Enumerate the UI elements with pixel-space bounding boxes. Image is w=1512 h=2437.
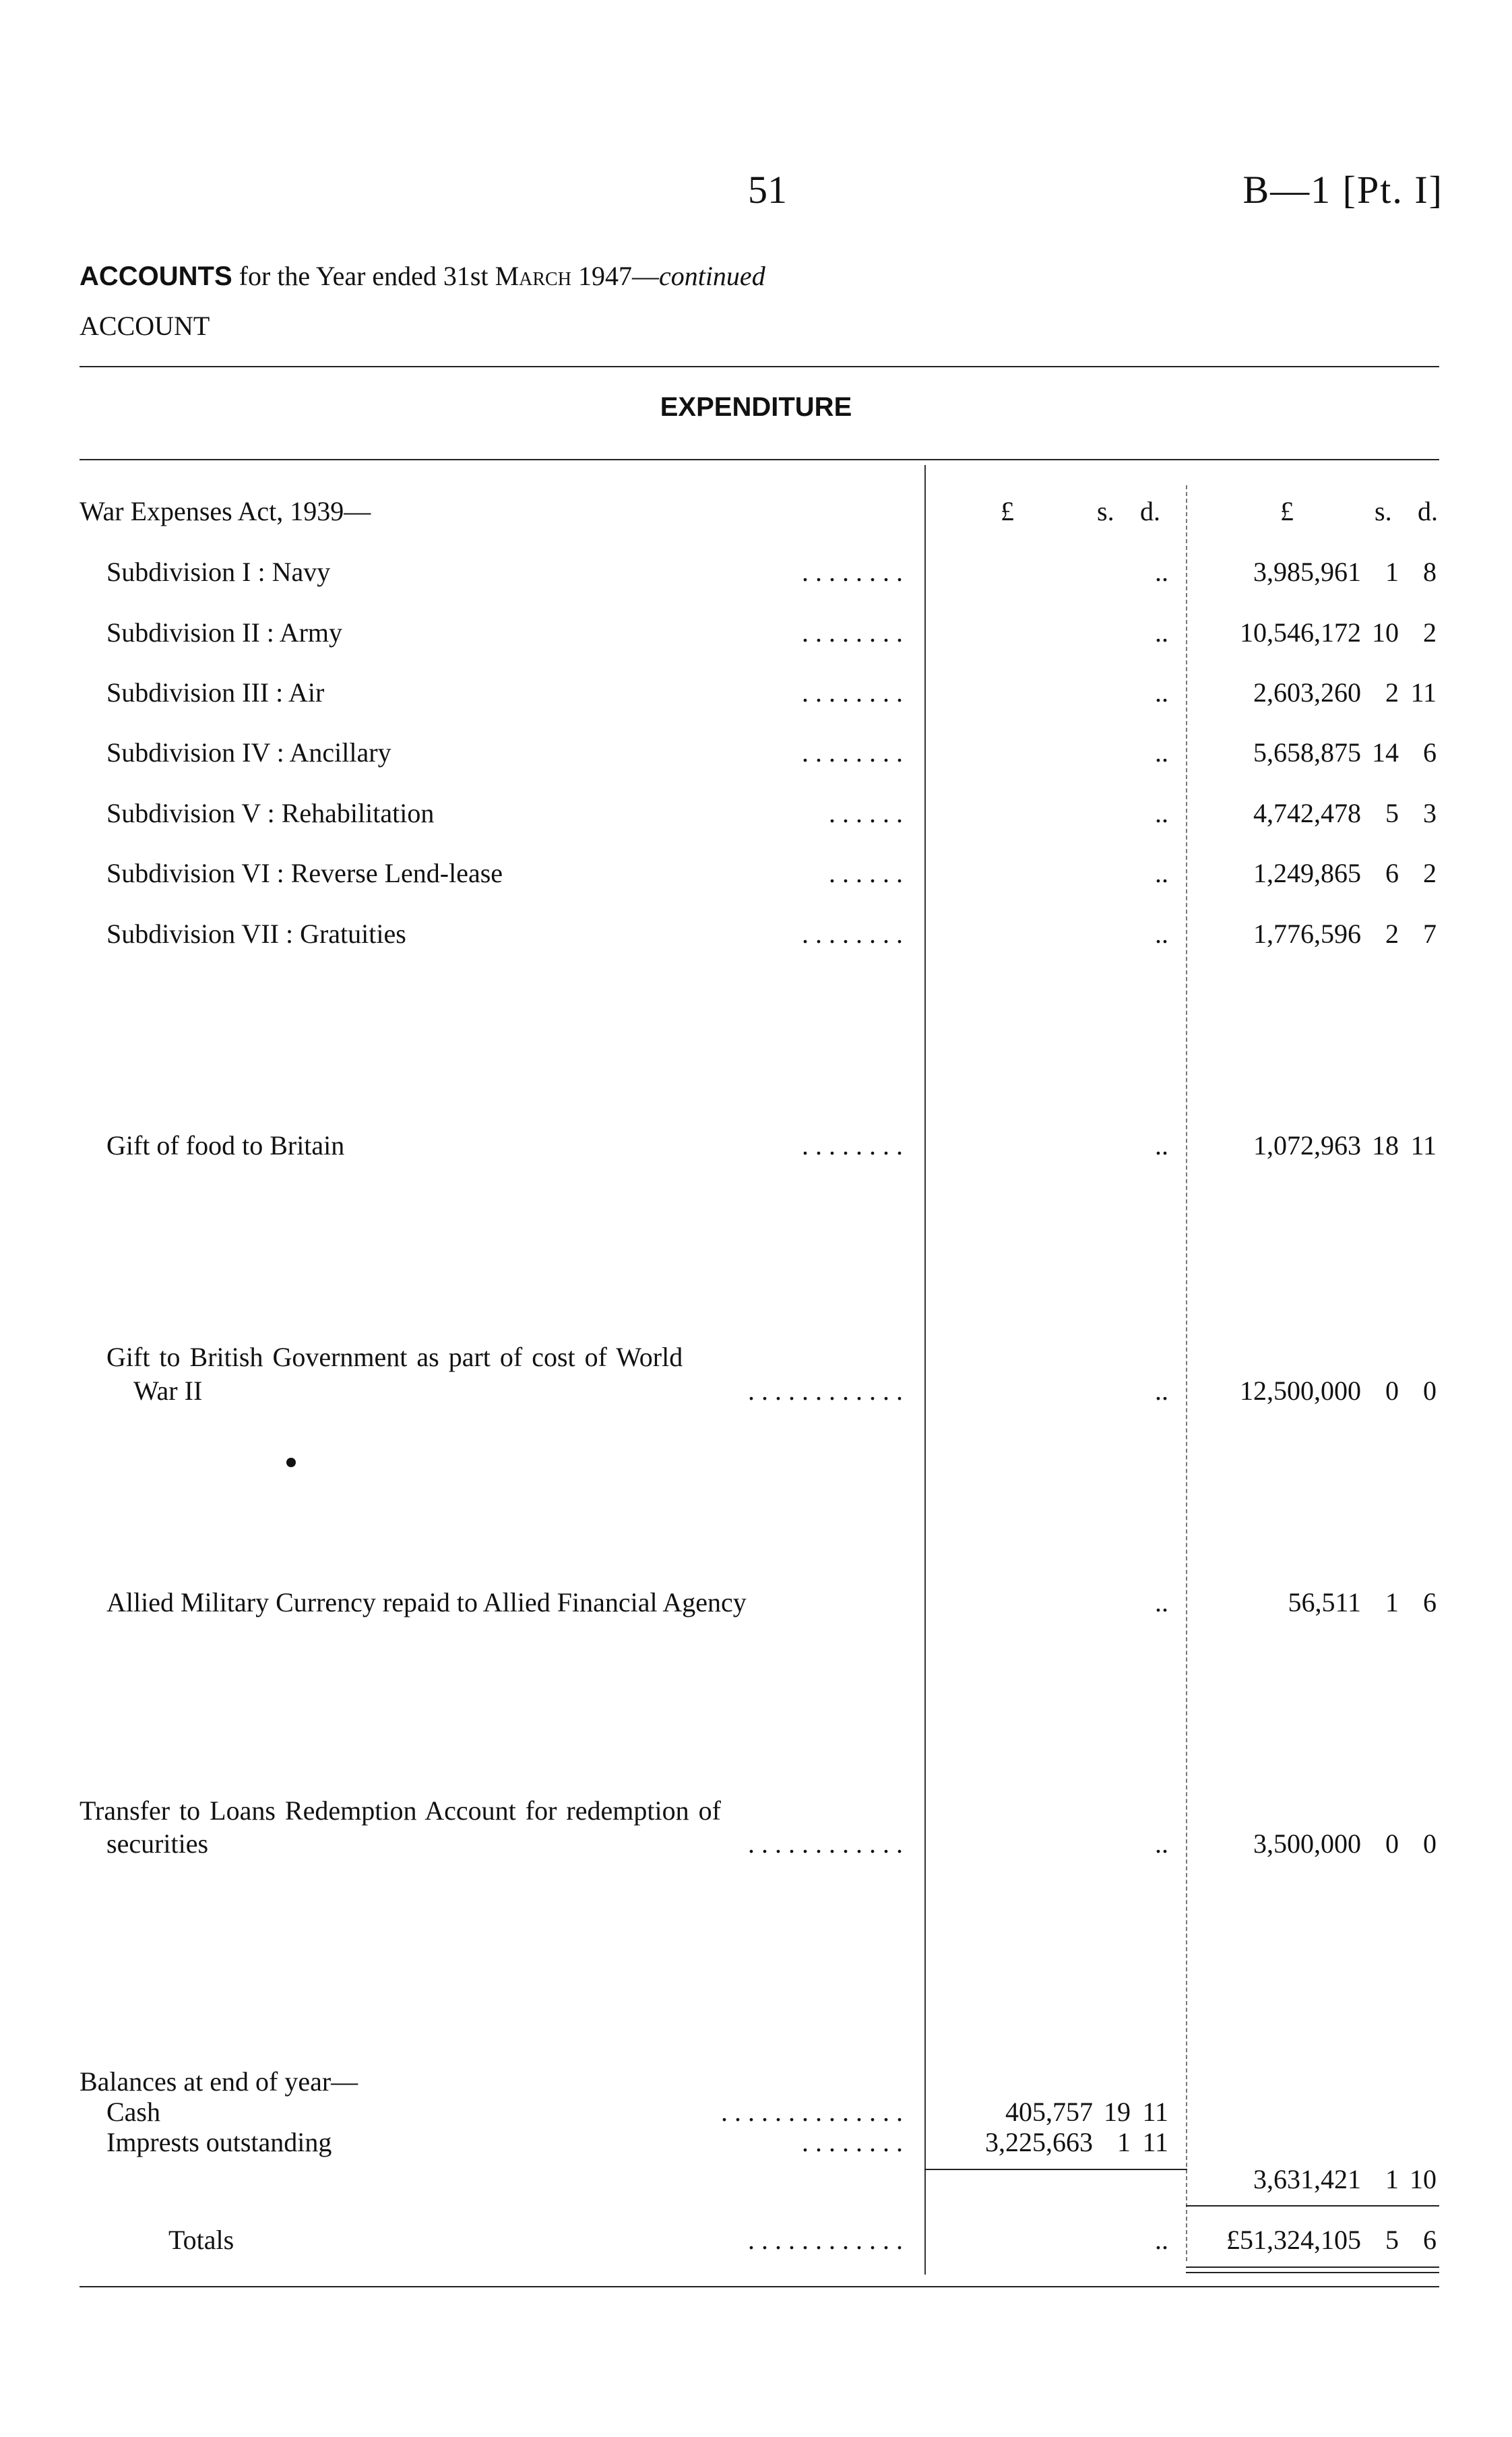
accounts-word: ACCOUNTS	[80, 261, 232, 291]
col2-value: 4,742,478 5 3	[1253, 798, 1437, 828]
row-label: Subdivision V : Rehabilitation	[106, 798, 435, 828]
heading-month: March	[495, 261, 571, 291]
leader-dots: . . . . . . . . . . . .	[748, 1376, 903, 1406]
total-double-rule-2	[1186, 2272, 1439, 2273]
row-label: Subdivision VI : Reverse Lend-lease	[106, 858, 503, 888]
balances-total-value: 3,631,421 1 10	[1253, 2164, 1437, 2194]
col2-value: 12,500,000 0 0	[1240, 1376, 1437, 1406]
row-label-line2: War II	[133, 1376, 203, 1406]
col1-pence-header: d.	[1140, 496, 1160, 526]
row-label: Subdivision III : Air	[106, 677, 325, 708]
leader-dots: . . . . . . . .	[802, 737, 903, 768]
page-number: 51	[748, 168, 787, 212]
totals-label: Totals	[168, 2225, 234, 2255]
heading-continued: continued	[658, 261, 765, 291]
col1-value: ..	[1155, 617, 1168, 648]
col2-value: 3,985,961 1 8	[1253, 557, 1437, 587]
total-rule-top	[1186, 2205, 1439, 2207]
column-divider-left	[924, 465, 926, 2275]
col2-value: 2,603,260 2 11	[1253, 677, 1437, 708]
totals-col1-value: ..	[1155, 2225, 1168, 2255]
accounts-heading	[80, 260, 765, 292]
col1-pound-header: £	[1001, 496, 1014, 526]
row-label: Subdivision IV : Ancillary	[106, 737, 391, 768]
row-label: Subdivision VII : Gratuities	[106, 919, 406, 949]
row-label: Gift of food to Britain	[106, 1130, 345, 1161]
row-label: Allied Military Currency repaid to Allied Financial Agency	[106, 1587, 747, 1617]
balances-heading: Balances at end of year—	[80, 2066, 358, 2097]
col2-value: 1,249,865 6 2	[1253, 858, 1437, 888]
total-double-rule-1	[1186, 2266, 1439, 2268]
col1-value: ..	[1155, 1130, 1168, 1161]
col2-value: 56,511 1 6	[1288, 1587, 1437, 1617]
bottom-rule	[80, 2286, 1439, 2287]
col1-value: ..	[1155, 798, 1168, 828]
col1-value: ..	[1155, 1828, 1168, 1859]
heading-text: for the Year ended 31st	[239, 261, 489, 291]
leader-dots: . . . . . . . . . . . . . .	[721, 2097, 903, 2127]
subtotal-rule	[924, 2169, 1187, 2170]
col1-value: ..	[1155, 737, 1168, 768]
imprests-value: 3,225,663 1 11	[985, 2127, 1168, 2157]
account-word: ACCOUNT	[80, 311, 210, 341]
totals-col2-value: £51,324,105 5 6	[1226, 2225, 1437, 2255]
heading-year: 1947—	[577, 261, 659, 291]
row-label: War Expenses Act, 1939—	[80, 496, 371, 526]
col2-pence-header: d.	[1418, 496, 1438, 526]
col1-value: ..	[1155, 919, 1168, 949]
col2-value: 1,776,596 2 7	[1253, 919, 1437, 949]
col2-value: 3,500,000 0 0	[1253, 1828, 1437, 1859]
leader-dots: . . . . . . . .	[802, 677, 903, 708]
document-reference: B—1 [Pt. I]	[1242, 168, 1443, 212]
col1-shillings-header: s.	[1097, 496, 1114, 526]
row-label: Subdivision II : Army	[106, 617, 343, 648]
leader-dots: . . . . . . . .	[802, 1130, 903, 1161]
row-label-line1: Gift to British Government as part of cost of World	[106, 1342, 683, 1372]
leader-dots: . . . . . . . .	[802, 919, 903, 949]
leader-dots: . . . . . .	[829, 858, 903, 888]
row-label-line2: securities	[106, 1828, 209, 1859]
col2-pound-header: £	[1280, 496, 1294, 526]
col1-value: ..	[1155, 1587, 1168, 1617]
col2-value: 5,658,875 14 6	[1253, 737, 1437, 768]
col2-value: 1,072,963 18 11	[1253, 1130, 1437, 1161]
section-rule	[80, 459, 1439, 460]
row-label: Subdivision I : Navy	[106, 557, 331, 587]
leader-dots: . . . . . . . . . . . .	[748, 2225, 903, 2255]
row-label-line1: Transfer to Loans Redemption Account for redemption of	[80, 1795, 721, 1826]
col1-value: ..	[1155, 557, 1168, 587]
leader-dots: . . . . . .	[829, 798, 903, 828]
cash-value: 405,757 19 11	[1005, 2097, 1168, 2127]
col2-value: 10,546,172 10 2	[1240, 617, 1437, 648]
top-rule	[80, 366, 1439, 367]
col1-value: ..	[1155, 677, 1168, 708]
leader-dots: . . . . . . . .	[802, 2127, 903, 2157]
leader-dots: . . . . . . . . . . . .	[748, 1828, 903, 1859]
bullet-mark	[286, 1458, 296, 1467]
imprests-label: Imprests outstanding	[106, 2127, 332, 2157]
leader-dots: . . . . . . . .	[802, 617, 903, 648]
cash-label: Cash	[106, 2097, 160, 2127]
col1-value: ..	[1155, 858, 1168, 888]
section-title: EXPENDITURE	[660, 392, 852, 422]
col2-shillings-header: s.	[1375, 496, 1392, 526]
col1-value: ..	[1155, 1376, 1168, 1406]
leader-dots: . . . . . . . .	[802, 557, 903, 587]
